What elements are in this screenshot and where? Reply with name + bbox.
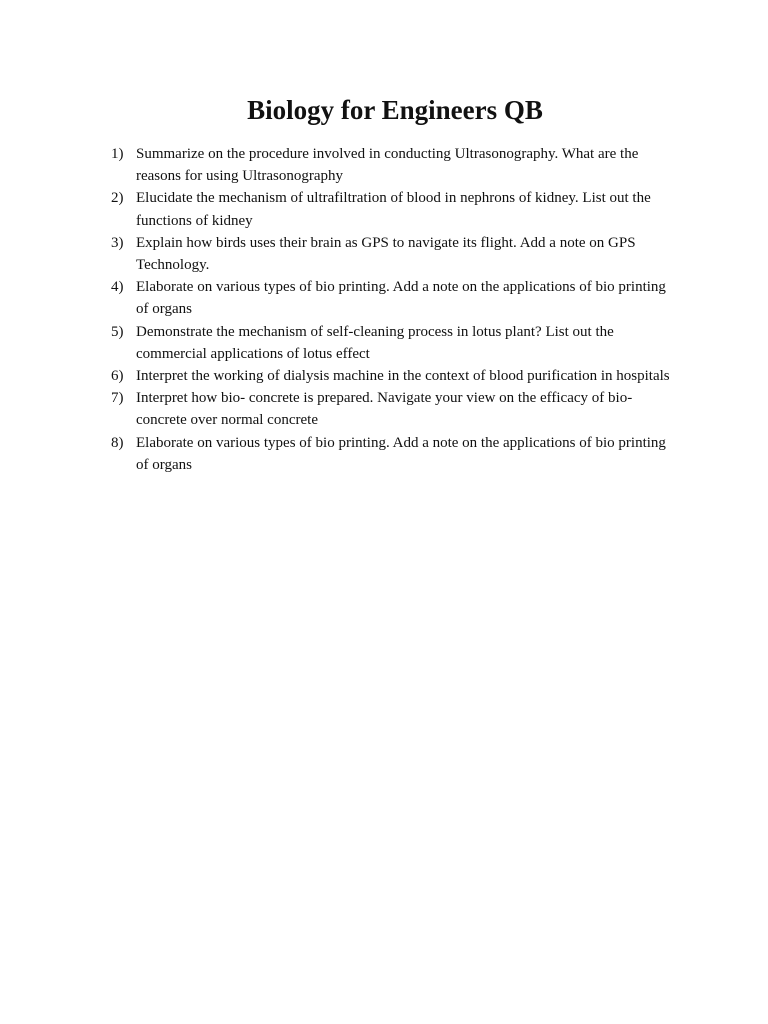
question-text: Interpret how bio- concrete is prepared. Navigate your view on the efficacy of bio-concrete over normal concrete: [136, 390, 633, 429]
question-item-5: [111, 321, 681, 365]
question-item-3: [111, 232, 681, 276]
question-text: Elaborate on various types of bio printing. Add a note on the applications of bio printing of organs: [136, 434, 666, 473]
question-item-2: [111, 187, 681, 231]
question-number: 2): [111, 190, 124, 207]
question-item-6: [111, 365, 681, 387]
document-title: Biology for Engineers QB: [247, 95, 543, 125]
question-text: Elaborate on various types of bio printing. Add a note on the applications of bio printing of organs: [136, 279, 666, 318]
question-number: 6): [111, 368, 124, 385]
question-number: 8): [111, 434, 124, 451]
question-list: [111, 143, 681, 476]
question-text: Elucidate the mechanism of ultrafiltration of blood in nephrons of kidney. List out the functions of kidney: [136, 190, 651, 229]
question-item-7: [111, 387, 681, 431]
question-number: 7): [111, 390, 124, 407]
question-number: 4): [111, 279, 124, 296]
question-text: Interpret the working of dialysis machine in the context of blood purification in hospitals: [136, 368, 670, 385]
question-item-8: [111, 432, 681, 476]
question-text: Explain how birds uses their brain as GPS to navigate its flight. Add a note on GPS Technology.: [136, 234, 636, 274]
question-number: 1): [111, 146, 124, 162]
question-text: Demonstrate the mechanism of self-cleaning process in lotus plant? List out the commercial applications of lotus effect: [136, 323, 614, 362]
question-number: 5): [111, 323, 124, 340]
question-item-1: [111, 143, 681, 187]
question-number: 3): [111, 234, 124, 251]
question-text: Summarize on the procedure involved in conducting Ultrasonography. What are the reasons for using Ultrasonography: [136, 146, 639, 185]
question-item-4: [111, 276, 681, 320]
